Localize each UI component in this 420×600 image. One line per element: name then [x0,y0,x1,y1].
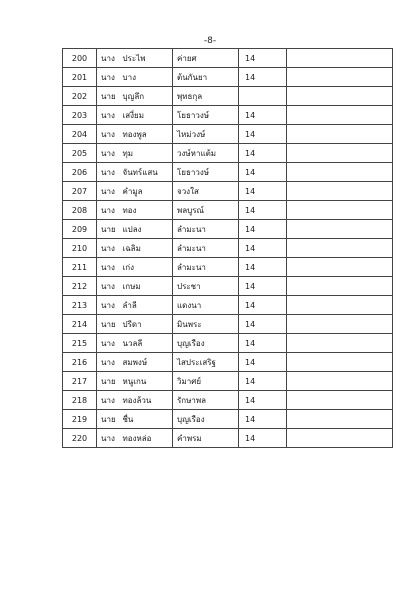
first-name: ลำลี [121,296,173,315]
title-prefix: นาง [97,258,121,277]
score-cell: 14 [239,163,287,182]
table-row [63,296,393,315]
table-row [63,334,393,353]
table-row [63,220,393,239]
title-prefix: นาง [97,429,121,448]
row-number: 207 [63,182,97,201]
table-row [63,258,393,277]
page-number: -8- [203,36,217,46]
row-number: 213 [63,296,97,315]
score-cell: 14 [239,353,287,372]
blank-cell [287,391,393,410]
score-cell: 14 [239,239,287,258]
first-name: เฉลิม [121,239,173,258]
first-name: คำมูล [121,182,173,201]
row-number: 210 [63,239,97,258]
blank-cell [287,201,393,220]
row-number: 218 [63,391,97,410]
table-row [63,353,393,372]
score-cell: 14 [239,144,287,163]
row-number: 204 [63,125,97,144]
title-prefix: นาง [97,353,121,372]
title-prefix: นาง [97,144,121,163]
last-name: วงษ์หาแต้ม [173,144,239,163]
title-prefix: นาง [97,163,121,182]
first-name: ประไพ [121,49,173,68]
table-row [63,87,393,106]
score-cell: 14 [239,201,287,220]
blank-cell [287,372,393,391]
table-row [63,163,393,182]
last-name: โยธาวงษ์ [173,163,239,182]
score-cell: 14 [239,220,287,239]
score-cell: 14 [239,182,287,201]
title-prefix: นาง [97,106,121,125]
first-name: แปลง [121,220,173,239]
score-cell: 14 [239,334,287,353]
row-number: 216 [63,353,97,372]
title-prefix: นาย [97,372,121,391]
last-name: รักษาพล [173,391,239,410]
blank-cell [287,220,393,239]
last-name: จวงใส [173,182,239,201]
title-prefix: นาย [97,410,121,429]
last-name: คำพรม [173,429,239,448]
title-prefix: นาง [97,49,121,68]
blank-cell [287,429,393,448]
last-name: บุญเรือง [173,410,239,429]
first-name: เก่ง [121,258,173,277]
table-row [63,68,393,87]
last-name: บุญเรือง [173,334,239,353]
row-number: 200 [63,49,97,68]
title-prefix: นาย [97,315,121,334]
row-number: 209 [63,220,97,239]
last-name: วิมาศย์ [173,372,239,391]
last-name: ลำมะนา [173,220,239,239]
blank-cell [287,68,393,87]
title-prefix: นาง [97,201,121,220]
score-cell: 14 [239,125,287,144]
first-name: จันทร์แสน [121,163,173,182]
row-number: 203 [63,106,97,125]
blank-cell [287,163,393,182]
first-name: ทอง [121,201,173,220]
score-cell: 14 [239,391,287,410]
score-cell: 14 [239,429,287,448]
row-number: 202 [63,87,97,106]
blank-cell [287,125,393,144]
row-number: 212 [63,277,97,296]
last-name: ค่ายศ [173,49,239,68]
row-number: 217 [63,372,97,391]
last-name: ลำมะนา [173,239,239,258]
score-cell: 14 [239,68,287,87]
score-cell: 14 [239,296,287,315]
table-row [63,201,393,220]
table-row [63,277,393,296]
first-name: สมพงษ์ [121,353,173,372]
last-name: ประชา [173,277,239,296]
title-prefix: นาง [97,391,121,410]
table-row [63,125,393,144]
blank-cell [287,315,393,334]
row-number: 208 [63,201,97,220]
last-name: แดงนา [173,296,239,315]
first-name: ชื่น [121,410,173,429]
title-prefix: นาง [97,239,121,258]
first-name: ทองหล่อ [121,429,173,448]
table-row [63,182,393,201]
blank-cell [287,87,393,106]
first-name: หนูเกน [121,372,173,391]
blank-cell [287,182,393,201]
first-name: นวลลี [121,334,173,353]
last-name: โยธาวงษ์ [173,106,239,125]
row-number: 215 [63,334,97,353]
row-number: 219 [63,410,97,429]
title-prefix: นาง [97,68,121,87]
blank-cell [287,277,393,296]
score-cell [239,87,287,106]
first-name: ทองพูล [121,125,173,144]
score-cell: 14 [239,372,287,391]
title-prefix: นาง [97,277,121,296]
row-number: 205 [63,144,97,163]
blank-cell [287,258,393,277]
row-number: 201 [63,68,97,87]
last-name: พุทธกุล [173,87,239,106]
last-name: ไสประเสริฐ [173,353,239,372]
table-row [63,391,393,410]
first-name: เสงี่ยม [121,106,173,125]
title-prefix: นาง [97,334,121,353]
first-name: บุญลึก [121,87,173,106]
title-prefix: นาง [97,296,121,315]
row-number: 220 [63,429,97,448]
roster-body [63,49,393,448]
blank-cell [287,144,393,163]
first-name: ทองล้วน [121,391,173,410]
first-name: เกษม [121,277,173,296]
table-row [63,410,393,429]
blank-cell [287,334,393,353]
title-prefix: นาง [97,125,121,144]
score-cell: 14 [239,277,287,296]
table-row [63,315,393,334]
blank-cell [287,296,393,315]
first-name: บาง [121,68,173,87]
table-row [63,429,393,448]
last-name: พลบูรณ์ [173,201,239,220]
score-cell: 14 [239,258,287,277]
blank-cell [287,353,393,372]
last-name: ลำมะนา [173,258,239,277]
blank-cell [287,49,393,68]
score-cell: 14 [239,315,287,334]
row-number: 211 [63,258,97,277]
score-cell: 14 [239,106,287,125]
score-cell: 14 [239,410,287,429]
table-row [63,49,393,68]
score-cell: 14 [239,49,287,68]
title-prefix: นาย [97,220,121,239]
first-name: ปรีดา [121,315,173,334]
last-name: ต้นกันยา [173,68,239,87]
roster-table [62,48,393,448]
row-number: 206 [63,163,97,182]
title-prefix: นาย [97,87,121,106]
blank-cell [287,410,393,429]
row-number: 214 [63,315,97,334]
last-name: ไหม่วงษ์ [173,125,239,144]
first-name: ทุม [121,144,173,163]
table-row [63,106,393,125]
blank-cell [287,239,393,258]
table-row [63,239,393,258]
table-row [63,144,393,163]
blank-cell [287,106,393,125]
title-prefix: นาง [97,182,121,201]
table-row [63,372,393,391]
last-name: มินพระ [173,315,239,334]
